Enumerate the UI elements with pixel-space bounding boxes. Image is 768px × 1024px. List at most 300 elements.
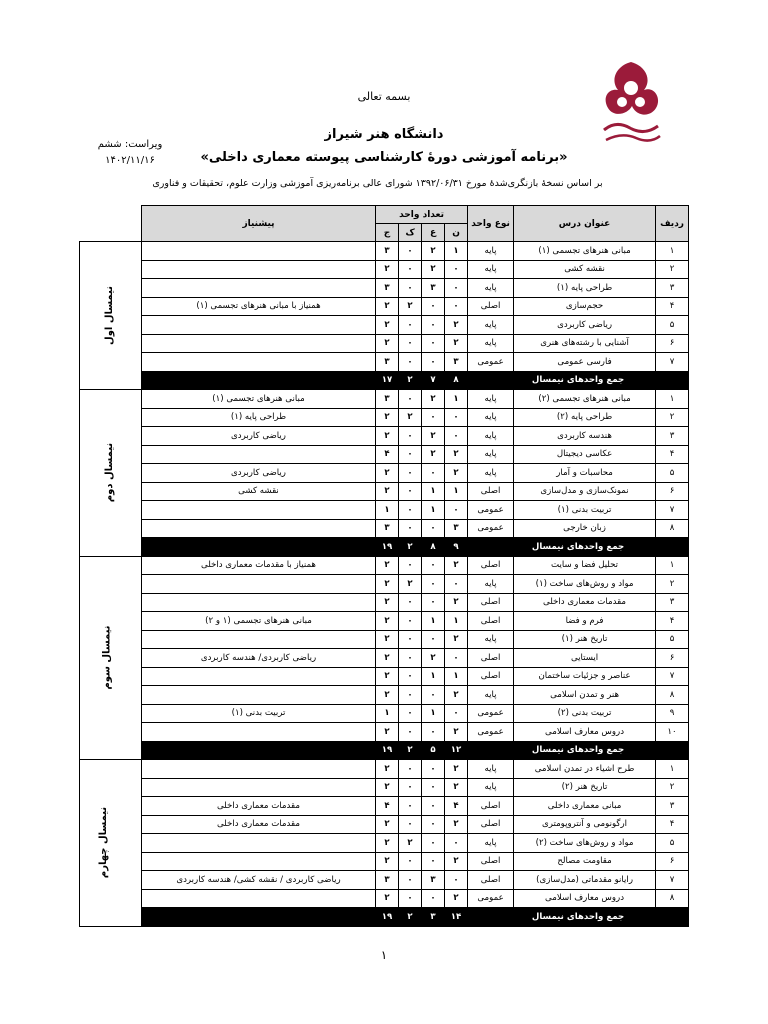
units-workshop: ۰ [399,316,422,335]
total-label: جمع واحدهای نیمسال [468,908,689,927]
page-number: ۱ [380,948,388,962]
table-row [80,242,689,261]
units-practical: ۲ [422,242,445,261]
units-practical: ۰ [422,889,445,908]
units-theory: ۲ [445,778,468,797]
course-title: ارگونومی و آنتروپومتری [514,815,656,834]
course-title: فرم و فضا [514,612,656,631]
unit-type: پایه [468,334,514,353]
course-title: مبانی هنرهای تجسمی (۲) [514,390,656,409]
semester-name: نیمسال اول [104,286,116,345]
units-practical: ۲ [422,427,445,446]
curriculum-table [79,205,689,927]
total-workshop: ۲ [399,908,422,927]
units-total: ۴ [376,797,399,816]
units-total: ۲ [376,334,399,353]
row-number: ۸ [656,686,689,705]
semester-name: نیمسال سوم [101,625,113,690]
unit-type: اصلی [468,649,514,668]
units-theory: ۲ [445,723,468,742]
course-title: طراحی پایه (۲) [514,408,656,427]
table-row [80,353,689,372]
prerequisite [142,686,376,705]
prerequisite [142,852,376,871]
units-total: ۲ [376,815,399,834]
units-practical: ۰ [422,334,445,353]
prerequisite [142,834,376,853]
units-practical: ۱ [422,501,445,520]
units-practical: ۱ [422,667,445,686]
course-title: زبان خارجی [514,519,656,538]
total-units: ۱۹ [376,538,399,557]
header-row-no: ردیف [656,206,689,242]
units-theory: ۰ [445,871,468,890]
units-workshop: ۰ [399,390,422,409]
units-total: ۲ [376,778,399,797]
units-practical: ۰ [422,630,445,649]
table-row [80,408,689,427]
units-workshop: ۰ [399,760,422,779]
header-title: عنوان درس [514,206,656,242]
course-title: آشنایی با رشته‌های هنری [514,334,656,353]
units-theory: ۲ [445,316,468,335]
course-title: عکاسی دیجیتال [514,445,656,464]
semester-name: نیمسال دوم [103,443,115,503]
table-row [80,889,689,908]
total-prereq-empty [142,741,376,760]
units-practical: ۱ [422,612,445,631]
units-total: ۲ [376,556,399,575]
table-row [80,427,689,446]
units-theory: ۱ [445,242,468,261]
units-total: ۲ [376,464,399,483]
prerequisite [142,889,376,908]
table-row [80,723,689,742]
semester-total-row [80,741,689,760]
units-practical: ۰ [422,797,445,816]
units-workshop: ۰ [399,686,422,705]
row-number: ۵ [656,464,689,483]
course-title: رایانو مقدماتی (مدل‌سازی) [514,871,656,890]
total-theory: ۱۴ [445,908,468,927]
row-number: ۱ [656,760,689,779]
semester-label [80,242,142,390]
course-title: تحلیل فضا و سایت [514,556,656,575]
total-units: ۱۷ [376,371,399,390]
units-theory: ۲ [445,593,468,612]
units-workshop: ۰ [399,778,422,797]
units-theory: ۰ [445,649,468,668]
units-practical: ۲ [422,260,445,279]
units-workshop: ۲ [399,834,422,853]
units-practical: ۳ [422,279,445,298]
row-number: ۹ [656,704,689,723]
row-number: ۸ [656,519,689,538]
units-total: ۲ [376,260,399,279]
units-theory: ۰ [445,704,468,723]
unit-type: پایه [468,445,514,464]
total-workshop: ۲ [399,371,422,390]
units-theory: ۰ [445,408,468,427]
units-workshop: ۰ [399,353,422,372]
units-total: ۳ [376,390,399,409]
prerequisite [142,316,376,335]
total-workshop: ۲ [399,538,422,557]
unit-type: پایه [468,260,514,279]
row-number: ۶ [656,334,689,353]
header-spacer [80,206,142,242]
header-prereq: پیشنیاز [142,206,376,242]
semester-name: نیمسال چهارم [97,807,109,879]
units-workshop: ۲ [399,575,422,594]
unit-type: عمومی [468,889,514,908]
units-workshop: ۰ [399,815,422,834]
units-workshop: ۰ [399,723,422,742]
units-workshop: ۲ [399,408,422,427]
unit-type: اصلی [468,871,514,890]
unit-type: عمومی [468,519,514,538]
row-number: ۳ [656,279,689,298]
units-theory: ۲ [445,686,468,705]
total-units: ۱۹ [376,908,399,927]
row-number: ۲ [656,260,689,279]
units-workshop: ۰ [399,704,422,723]
course-title: عناصر و جزئیات ساختمان [514,667,656,686]
table-row [80,464,689,483]
units-practical: ۰ [422,519,445,538]
table-row [80,260,689,279]
prerequisite: ریاضی کاربردی/ هندسه کاربردی [142,649,376,668]
table-body [80,242,689,927]
units-theory: ۱ [445,612,468,631]
units-practical: ۰ [422,686,445,705]
unit-type: پایه [468,316,514,335]
units-practical: ۰ [422,815,445,834]
row-number: ۸ [656,889,689,908]
program-title: «برنامه آموزشی دورهٔ کارشناسی پیوسته معماری داخلی» [200,150,568,165]
header-units: تعداد واحد [376,206,468,224]
total-prereq-empty [142,538,376,557]
units-practical: ۰ [422,464,445,483]
units-workshop: ۰ [399,482,422,501]
units-total: ۳ [376,519,399,538]
units-practical: ۲ [422,445,445,464]
units-total: ۱ [376,704,399,723]
unit-type: اصلی [468,556,514,575]
total-practical: ۸ [422,538,445,557]
prerequisite: طراحی پایه (۱) [142,408,376,427]
units-theory: ۰ [445,260,468,279]
units-workshop: ۰ [399,889,422,908]
table-row [80,390,689,409]
course-title: مواد و روش‌های ساخت (۲) [514,834,656,853]
units-total: ۲ [376,889,399,908]
table-row [80,575,689,594]
row-number: ۲ [656,778,689,797]
units-total: ۳ [376,353,399,372]
units-theory: ۰ [445,575,468,594]
header-a: ع [422,224,445,242]
course-title: مقاومت مصالح [514,852,656,871]
units-total: ۳ [376,242,399,261]
units-theory: ۲ [445,852,468,871]
units-workshop: ۰ [399,501,422,520]
edition-date: ۱۴۰۲/۱۱/۱۶ [105,155,155,166]
table-row [80,630,689,649]
unit-type: پایه [468,464,514,483]
units-workshop: ۰ [399,612,422,631]
course-title: طرح اشیاء در تمدن اسلامی [514,760,656,779]
units-workshop: ۰ [399,797,422,816]
units-total: ۲ [376,649,399,668]
units-workshop: ۰ [399,593,422,612]
course-title: طراحی پایه (۱) [514,279,656,298]
unit-type: پایه [468,279,514,298]
total-theory: ۸ [445,371,468,390]
course-title: تاریخ هنر (۱) [514,630,656,649]
units-theory: ۰ [445,279,468,298]
prerequisite [142,778,376,797]
unit-type: پایه [468,408,514,427]
units-theory: ۲ [445,334,468,353]
table-row [80,519,689,538]
row-number: ۲ [656,575,689,594]
units-total: ۲ [376,667,399,686]
table-row [80,334,689,353]
prerequisite [142,667,376,686]
units-theory: ۳ [445,353,468,372]
row-number: ۶ [656,482,689,501]
row-number: ۴ [656,297,689,316]
course-title: هنر و تمدن اسلامی [514,686,656,705]
table-row [80,482,689,501]
units-total: ۲ [376,593,399,612]
total-practical: ۷ [422,371,445,390]
header-k: ک [399,224,422,242]
course-title: محاسبات و آمار [514,464,656,483]
units-total: ۲ [376,686,399,705]
units-workshop: ۰ [399,260,422,279]
units-theory: ۲ [445,630,468,649]
table-row [80,316,689,335]
semester-label [80,390,142,557]
table-row [80,815,689,834]
units-total: ۲ [376,482,399,501]
units-total: ۲ [376,427,399,446]
semester-total-row [80,908,689,927]
course-title: تاریخ هنر (۲) [514,778,656,797]
row-number: ۴ [656,445,689,464]
unit-type: اصلی [468,482,514,501]
prerequisite: مبانی هنرهای تجسمی (۱ و ۲) [142,612,376,631]
unit-type: عمومی [468,353,514,372]
units-practical: ۲ [422,649,445,668]
row-number: ۶ [656,649,689,668]
table-row [80,556,689,575]
row-number: ۵ [656,316,689,335]
unit-type: اصلی [468,797,514,816]
units-total: ۲ [376,760,399,779]
prerequisite: مبانی هنرهای تجسمی (۱) [142,390,376,409]
units-theory: ۲ [445,445,468,464]
course-title: ریاضی کاربردی [514,316,656,335]
unit-type: پایه [468,242,514,261]
units-theory: ۴ [445,797,468,816]
edition-label: ویراست: ششم [97,139,163,150]
prerequisite [142,260,376,279]
prerequisite [142,593,376,612]
unit-type: اصلی [468,815,514,834]
units-total: ۲ [376,316,399,335]
units-theory: ۱ [445,390,468,409]
unit-type: پایه [468,778,514,797]
units-workshop: ۰ [399,667,422,686]
header-n: ن [445,224,468,242]
total-prereq-empty [142,908,376,927]
prerequisite [142,445,376,464]
semester-total-row [80,371,689,390]
units-theory: ۱ [445,667,468,686]
row-number: ۷ [656,353,689,372]
table-row [80,686,689,705]
prerequisite: تربیت بدنی (۱) [142,704,376,723]
units-practical: ۰ [422,593,445,612]
units-practical: ۰ [422,723,445,742]
unit-type: پایه [468,427,514,446]
units-theory: ۰ [445,297,468,316]
units-practical: ۰ [422,760,445,779]
units-workshop: ۰ [399,630,422,649]
unit-type: عمومی [468,501,514,520]
basis-note: بر اساس نسخهٔ بازنگری‌شدهٔ مورخ ۱۳۹۲/۰۶/۳۱ شورای عالی برنامه‌ریزی آموزشی وزارت علوم، تحقیقات و فناوری [152,178,603,189]
prerequisite [142,575,376,594]
course-title: ایستایی [514,649,656,668]
row-number: ۱۰ [656,723,689,742]
units-practical: ۰ [422,834,445,853]
table-row [80,649,689,668]
row-number: ۴ [656,815,689,834]
course-title: مقدمات معماری داخلی [514,593,656,612]
units-practical: ۱ [422,482,445,501]
units-workshop: ۰ [399,279,422,298]
course-title: فارسی عمومی [514,353,656,372]
units-theory: ۰ [445,834,468,853]
units-workshop: ۲ [399,297,422,316]
units-workshop: ۰ [399,242,422,261]
units-workshop: ۰ [399,464,422,483]
units-practical: ۲ [422,390,445,409]
units-theory: ۰ [445,501,468,520]
units-workshop: ۰ [399,334,422,353]
units-total: ۴ [376,445,399,464]
prerequisite [142,353,376,372]
total-theory: ۹ [445,538,468,557]
units-workshop: ۰ [399,427,422,446]
row-number: ۳ [656,797,689,816]
row-number: ۵ [656,630,689,649]
total-prereq-empty [142,371,376,390]
unit-type: اصلی [468,667,514,686]
prerequisite: ریاضی کاربردی / نقشه کشی/ هندسه کاربردی [142,871,376,890]
units-practical: ۰ [422,852,445,871]
table-row [80,667,689,686]
units-total: ۲ [376,852,399,871]
row-number: ۴ [656,612,689,631]
row-number: ۷ [656,501,689,520]
units-total: ۲ [376,723,399,742]
row-number: ۲ [656,408,689,427]
table-row [80,593,689,612]
table-row [80,501,689,520]
unit-type: پایه [468,575,514,594]
course-title: مبانی معماری داخلی [514,797,656,816]
row-number: ۷ [656,667,689,686]
total-label: جمع واحدهای نیمسال [468,741,689,760]
units-workshop: ۰ [399,556,422,575]
units-theory: ۰ [445,427,468,446]
units-theory: ۲ [445,556,468,575]
units-total: ۲ [376,297,399,316]
course-title: دروس معارف اسلامی [514,723,656,742]
semester-total-row [80,538,689,557]
semester-label [80,556,142,760]
units-practical: ۰ [422,575,445,594]
units-total: ۲ [376,612,399,631]
table-row [80,445,689,464]
unit-type: عمومی [468,704,514,723]
units-practical: ۰ [422,778,445,797]
course-title: تربیت بدنی (۱) [514,501,656,520]
units-practical: ۰ [422,297,445,316]
row-number: ۱ [656,556,689,575]
units-practical: ۱ [422,704,445,723]
units-total: ۲ [376,575,399,594]
units-workshop: ۰ [399,445,422,464]
bismillah: بسمه تعالی [357,90,411,103]
table-row [80,297,689,316]
course-title: نمونک‌سازی و مدل‌سازی [514,482,656,501]
units-workshop: ۰ [399,852,422,871]
units-workshop: ۰ [399,519,422,538]
units-theory: ۱ [445,482,468,501]
prerequisite: مقدمات معماری داخلی [142,815,376,834]
course-title: مواد و روش‌های ساخت (۱) [514,575,656,594]
units-total: ۲ [376,408,399,427]
prerequisite [142,723,376,742]
prerequisite [142,519,376,538]
row-number: ۵ [656,834,689,853]
total-practical: ۵ [422,741,445,760]
units-total: ۲ [376,630,399,649]
table-row [80,612,689,631]
table-row [80,797,689,816]
units-theory: ۲ [445,760,468,779]
semester-label [80,760,142,927]
prerequisite [142,760,376,779]
prerequisite: همنیاز با مقدمات معماری داخلی [142,556,376,575]
unit-type: عمومی [468,723,514,742]
table-row [80,760,689,779]
prerequisite: همنیاز با مبانی هنرهای تجسمی (۱) [142,297,376,316]
units-total: ۱ [376,501,399,520]
prerequisite [142,279,376,298]
unit-type: پایه [468,686,514,705]
unit-type: اصلی [468,852,514,871]
total-label: جمع واحدهای نیمسال [468,371,689,390]
university-name: دانشگاه هنر شیراز [324,127,444,142]
row-number: ۳ [656,593,689,612]
total-workshop: ۲ [399,741,422,760]
